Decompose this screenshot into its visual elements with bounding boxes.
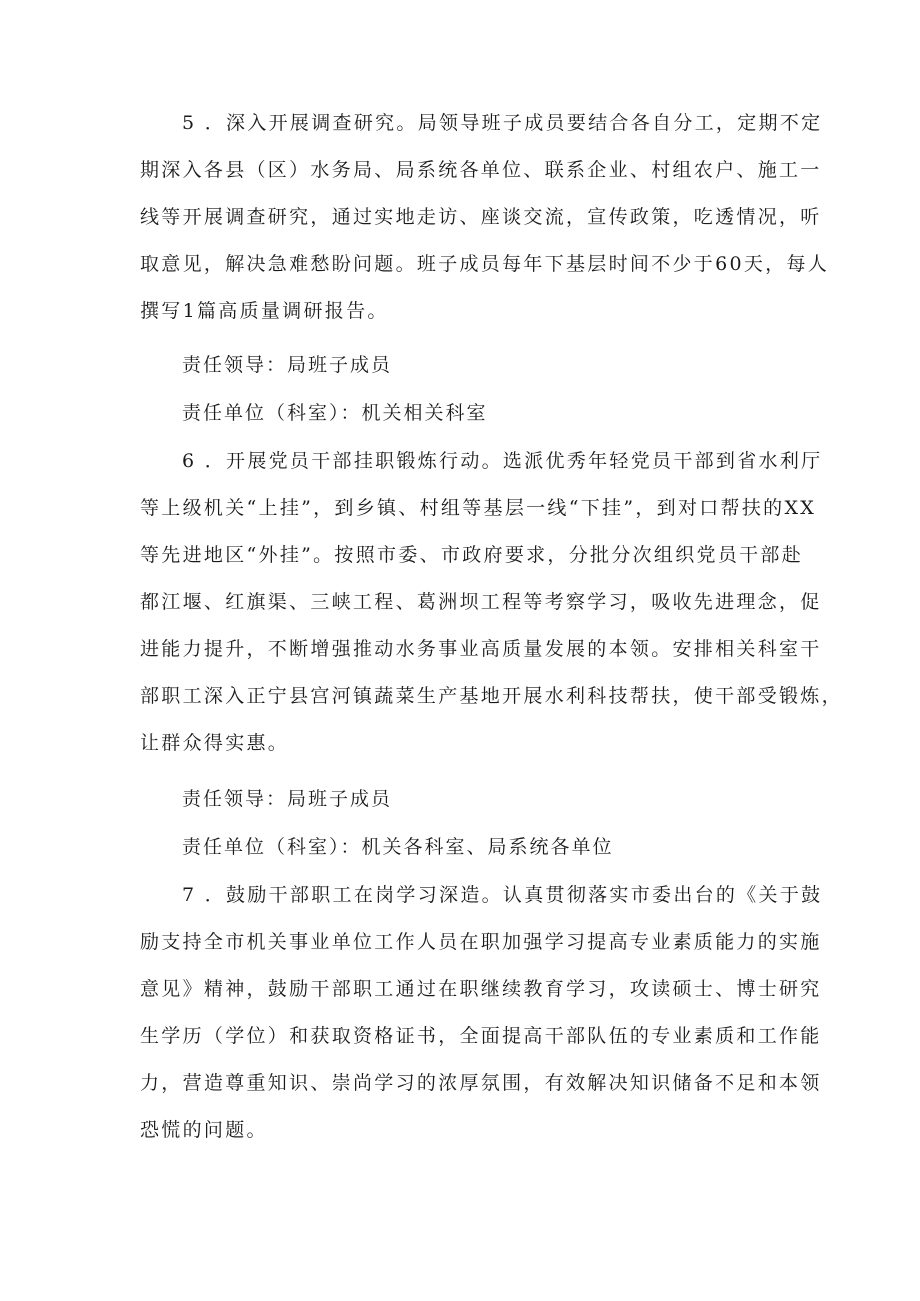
paragraph-line: 让群众得实惠。: [140, 732, 290, 754]
paragraph-line: 等上级机关“上挂”，到乡镇、村组等基层一线“下挂”，到对口帮扶的XX: [140, 497, 817, 519]
item-6-paragraph: [140, 438, 843, 767]
paragraph-line: 都江堰、红旗渠、三峡工程、葛洲坝工程等考察学习，吸收先进理念，促: [140, 591, 822, 613]
paragraph-line: 7 ．鼓励干部职工在岗学习深造。认真贯彻落实市委出台的《关于鼓: [182, 884, 823, 906]
paragraph-line: 线等开展调查研究，通过实地走访、座谈交流，宣传政策，吃透情况，听: [140, 206, 822, 228]
paragraph-line: 6 ．开展党员干部挂职锻炼行动。选派优秀年轻党员干部到省水利厅: [182, 450, 823, 472]
paragraph-line: 等先进地区“外挂”。按照市委、市政府要求，分批分次组织党员干部赴: [140, 544, 804, 566]
paragraph-line: 生学历（学位）和获取资格证书，全面提高干部队伍的专业素质和工作能: [140, 1025, 822, 1047]
paragraph-line: 力，营造尊重知识、崇尚学习的浓厚氛围，有效解决知识储备不足和本领: [140, 1072, 822, 1094]
item-6-responsible-leader: 责任领导：局班子成员: [182, 788, 393, 810]
item-5-paragraph: [140, 100, 830, 335]
item-5-responsible-leader: 责任领导：局班子成员: [182, 354, 393, 376]
item-6-responsible-unit: 责任单位（科室）：机关各科室、局系统各单位: [182, 836, 614, 858]
paragraph-line: 意见》精神，鼓励干部职工通过在职继续教育学习，攻读硕士、博士研究: [140, 978, 822, 1000]
paragraph-line: 励支持全市机关事业单位工作人员在职加强学习提高专业素质能力的实施: [140, 931, 822, 953]
paragraph-line: 部职工深入正宁县宫河镇蔬菜生产基地开展水利科技帮扶，使干部受锻炼，: [140, 685, 843, 707]
item-7-paragraph: [140, 872, 823, 1154]
item-5-responsible-unit: 责任单位（科室）：机关相关科室: [182, 402, 488, 424]
paragraph-line: 期深入各县（区）水务局、局系统各单位、联系企业、村组农户、施工一: [140, 159, 822, 181]
paragraph-line: 5 ．深入开展调查研究。局领导班子成员要结合各自分工，定期不定: [182, 112, 823, 134]
paragraph-line: 取意见，解决急难愁盼问题。班子成员每年下基层时间不少于60天，每人: [140, 253, 830, 275]
paragraph-line: 进能力提升，不断增强推动水务事业高质量发展的本领。安排相关科室干: [140, 638, 822, 660]
paragraph-line: 恐慌的问题。: [140, 1119, 268, 1141]
paragraph-line: 撰写1篇高质量调研报告。: [140, 300, 389, 322]
